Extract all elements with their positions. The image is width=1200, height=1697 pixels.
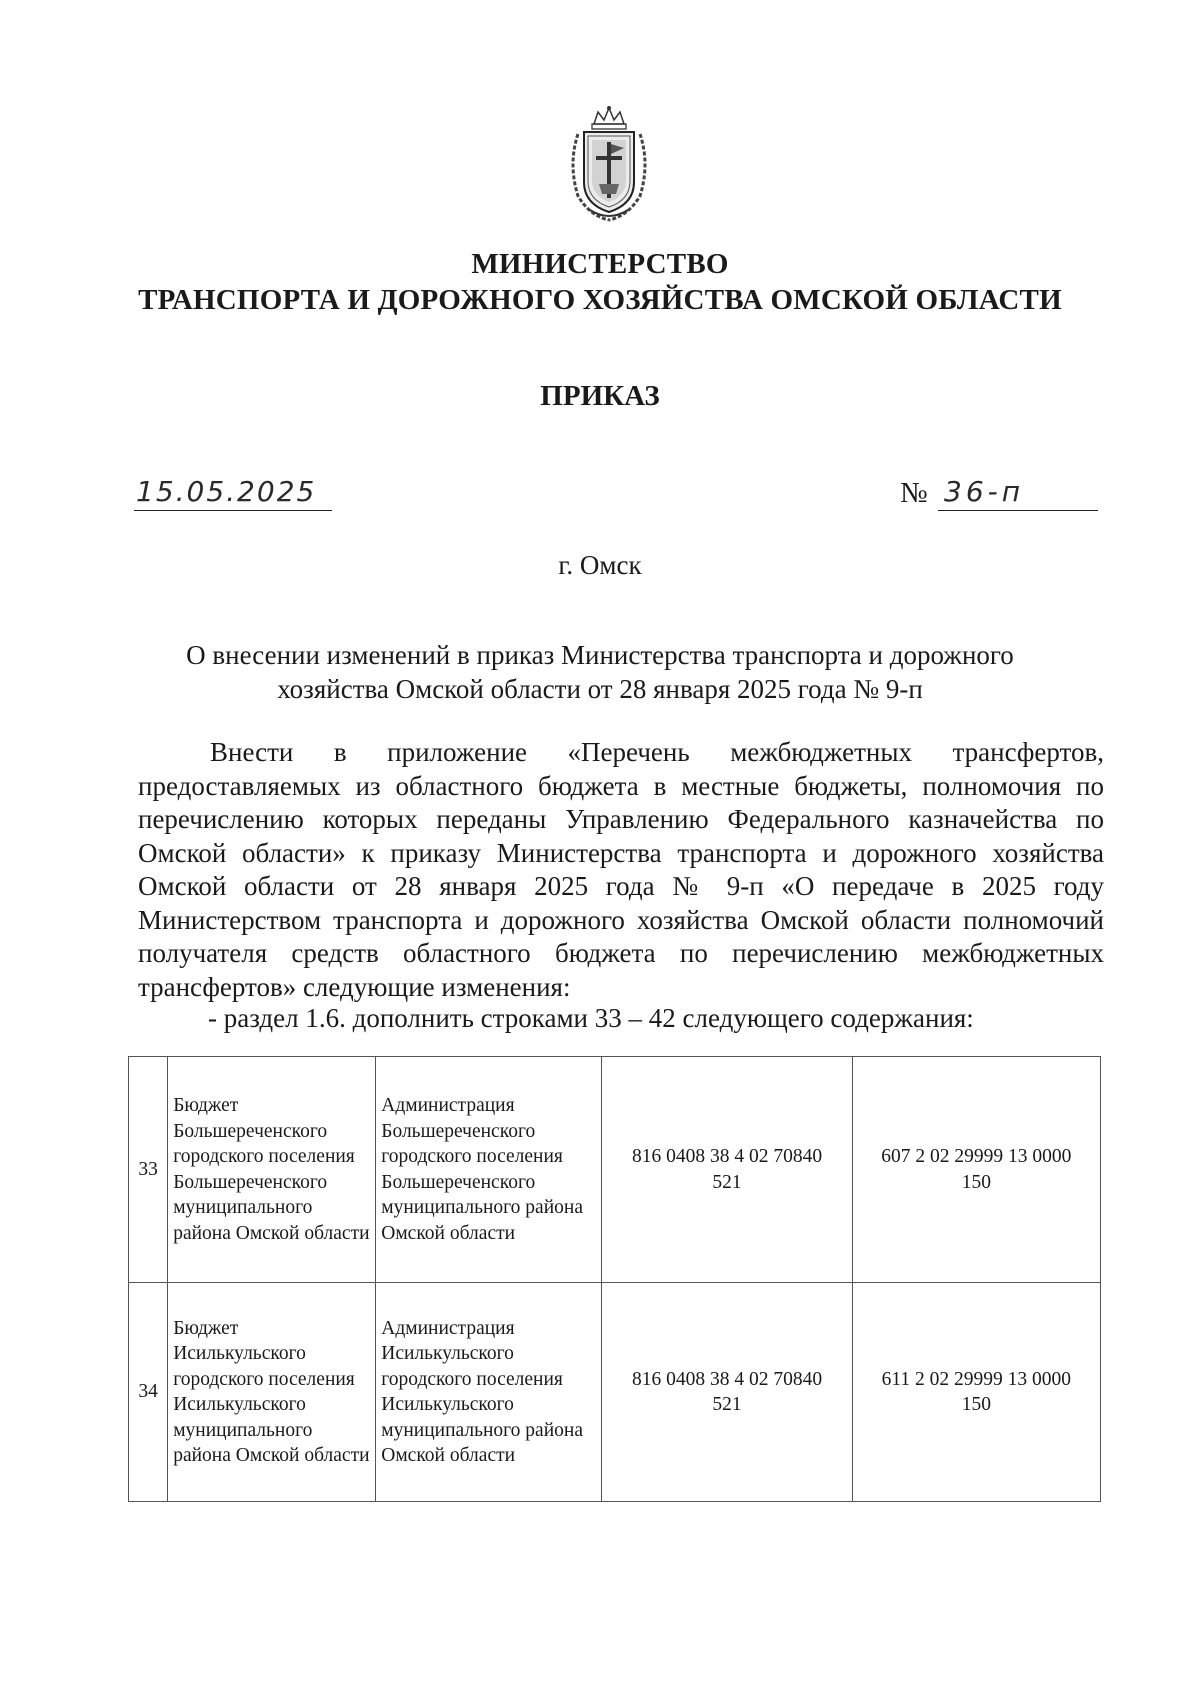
table-row xyxy=(129,1283,1101,1502)
table-row xyxy=(129,1057,1101,1283)
city-label: г. Омск xyxy=(558,550,642,580)
subject-line1: О внесении изменений в приказ Министерства транспорта и дорожного xyxy=(186,640,1014,670)
omsk-coat-of-arms-icon xyxy=(564,104,654,224)
ministry-name-line2: ТРАНСПОРТА И ДОРОЖНОГО ХОЗЯЙСТВА ОМСКОЙ ОБЛАСТИ xyxy=(138,284,1062,316)
row-number: 33 xyxy=(129,1057,168,1283)
administration-cell: Администрация Исилькульского городского поселения Исилькульского муниципального района Омской области xyxy=(376,1283,602,1502)
order-date: 15.05.2025 xyxy=(136,475,317,508)
revenue-code-line2: 150 xyxy=(961,1171,991,1193)
transfers-table xyxy=(128,1056,1101,1502)
kbk-line2: 521 xyxy=(712,1171,742,1193)
body-amendment-line: - раздел 1.6. дополнить строками 33 – 42 следующего содержания: xyxy=(208,1003,974,1033)
budget-cell: Бюджет Большереченского городского поселения Большереченского муниципального района Омской области xyxy=(168,1057,376,1283)
ministry-name-line1: МИНИСТЕРСТВО xyxy=(471,248,729,280)
row-number: 34 xyxy=(129,1283,168,1502)
revenue-code-line1: 607 2 02 29999 13 0000 xyxy=(881,1146,1072,1167)
kbk-cell xyxy=(602,1057,852,1283)
order-date-field xyxy=(134,476,332,511)
subject-line2: хозяйства Омской области от 28 января 2025 года № 9-п xyxy=(277,674,923,704)
kbk-line1: 816 0408 38 4 02 70840 xyxy=(631,1368,823,1390)
budget-cell: Бюджет Исилькульского городского поселения Исилькульского муниципального района Омской области xyxy=(168,1283,376,1502)
revenue-code-line2: 150 xyxy=(961,1394,991,1415)
number-sign: № xyxy=(900,477,928,509)
document-type-title: ПРИКАЗ xyxy=(540,380,660,412)
body-paragraph: Внести в приложение «Перечень межбюджетных трансфертов, предоставляемых из областного бюджета в местные бюджеты, полномочия по перечислению которых переданы Управлению Федерального казначейства по Омской области» к приказу Министерства транспорта и дорожного хозяйства Омской области от 28 января 2025 года № 9-п «О передаче в 2025 году Министерством транспорта и дорожного хозяйства Омской области полномочий получателя средств областного бюджета по перечислению межбюджетных трансфертов» следующие изменения: xyxy=(138,737,1104,1002)
kbk-cell xyxy=(602,1283,852,1502)
order-number-field xyxy=(938,476,1098,511)
order-number: 36-п xyxy=(944,475,1025,508)
revenue-code-cell xyxy=(852,1057,1100,1283)
administration-cell: Администрация Большереченского городского поселения Большереченского муниципального района Омской области xyxy=(376,1057,602,1283)
revenue-code-line1: 611 2 02 29999 13 0000 xyxy=(881,1368,1072,1390)
kbk-line1: 816 0408 38 4 02 70840 xyxy=(631,1146,823,1167)
order-subject xyxy=(100,638,1100,706)
revenue-code-cell xyxy=(852,1283,1100,1502)
kbk-line2: 521 xyxy=(712,1394,742,1415)
